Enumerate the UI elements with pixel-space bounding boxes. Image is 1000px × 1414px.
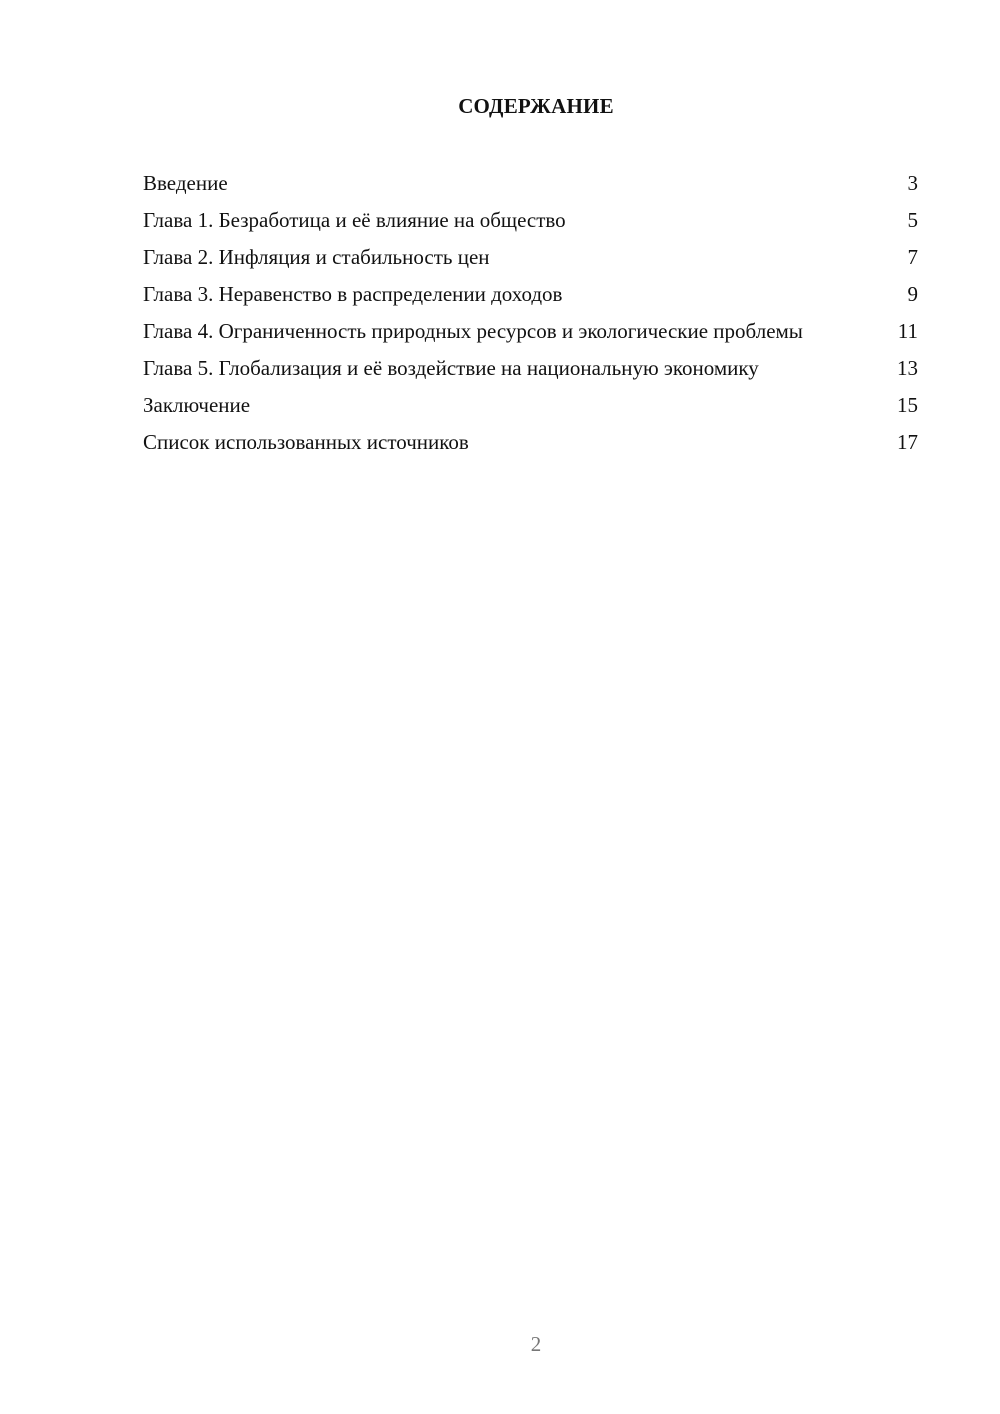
toc-entry-chapter-2[interactable] [143, 244, 918, 271]
toc-entry-page: 13 [897, 356, 918, 380]
toc-entry-page: 3 [907, 171, 918, 195]
toc-entry-chapter-4[interactable] [143, 318, 918, 345]
toc-entry-label: Глава 3. Неравенство в распределении доходов [143, 282, 563, 306]
toc-entry-page: 15 [897, 393, 918, 417]
page-number: 2 [530, 1332, 542, 1356]
toc-entry-label: Список использованных источников [143, 430, 469, 454]
toc-entry-page: 17 [897, 430, 918, 454]
toc-entry-label: Глава 4. Ограниченность природных ресурсов и экологические проблемы [143, 319, 803, 343]
toc-entry-label: Введение [143, 171, 228, 195]
toc-entry-chapter-5[interactable] [143, 355, 918, 382]
toc-entry-conclusion[interactable] [143, 392, 918, 419]
toc-entry-chapter-3[interactable] [143, 281, 918, 308]
toc-entry-page: 5 [907, 208, 918, 232]
toc-entry-page: 7 [907, 245, 918, 269]
toc-entry-page: 11 [897, 319, 918, 343]
toc-entry-chapter-1[interactable] [143, 207, 918, 234]
toc-entry-introduction[interactable] [143, 170, 918, 197]
table-of-contents [143, 170, 918, 466]
toc-entry-references[interactable] [143, 429, 918, 456]
toc-entry-page: 9 [907, 282, 918, 306]
toc-entry-label: Глава 5. Глобализация и её воздействие на национальную экономику [143, 356, 759, 380]
page-title: СОДЕРЖАНИЕ [458, 94, 614, 118]
toc-entry-label: Глава 2. Инфляция и стабильность цен [143, 245, 490, 269]
toc-entry-label: Заключение [143, 393, 251, 417]
toc-entry-label: Глава 1. Безработица и её влияние на общество [143, 208, 566, 232]
